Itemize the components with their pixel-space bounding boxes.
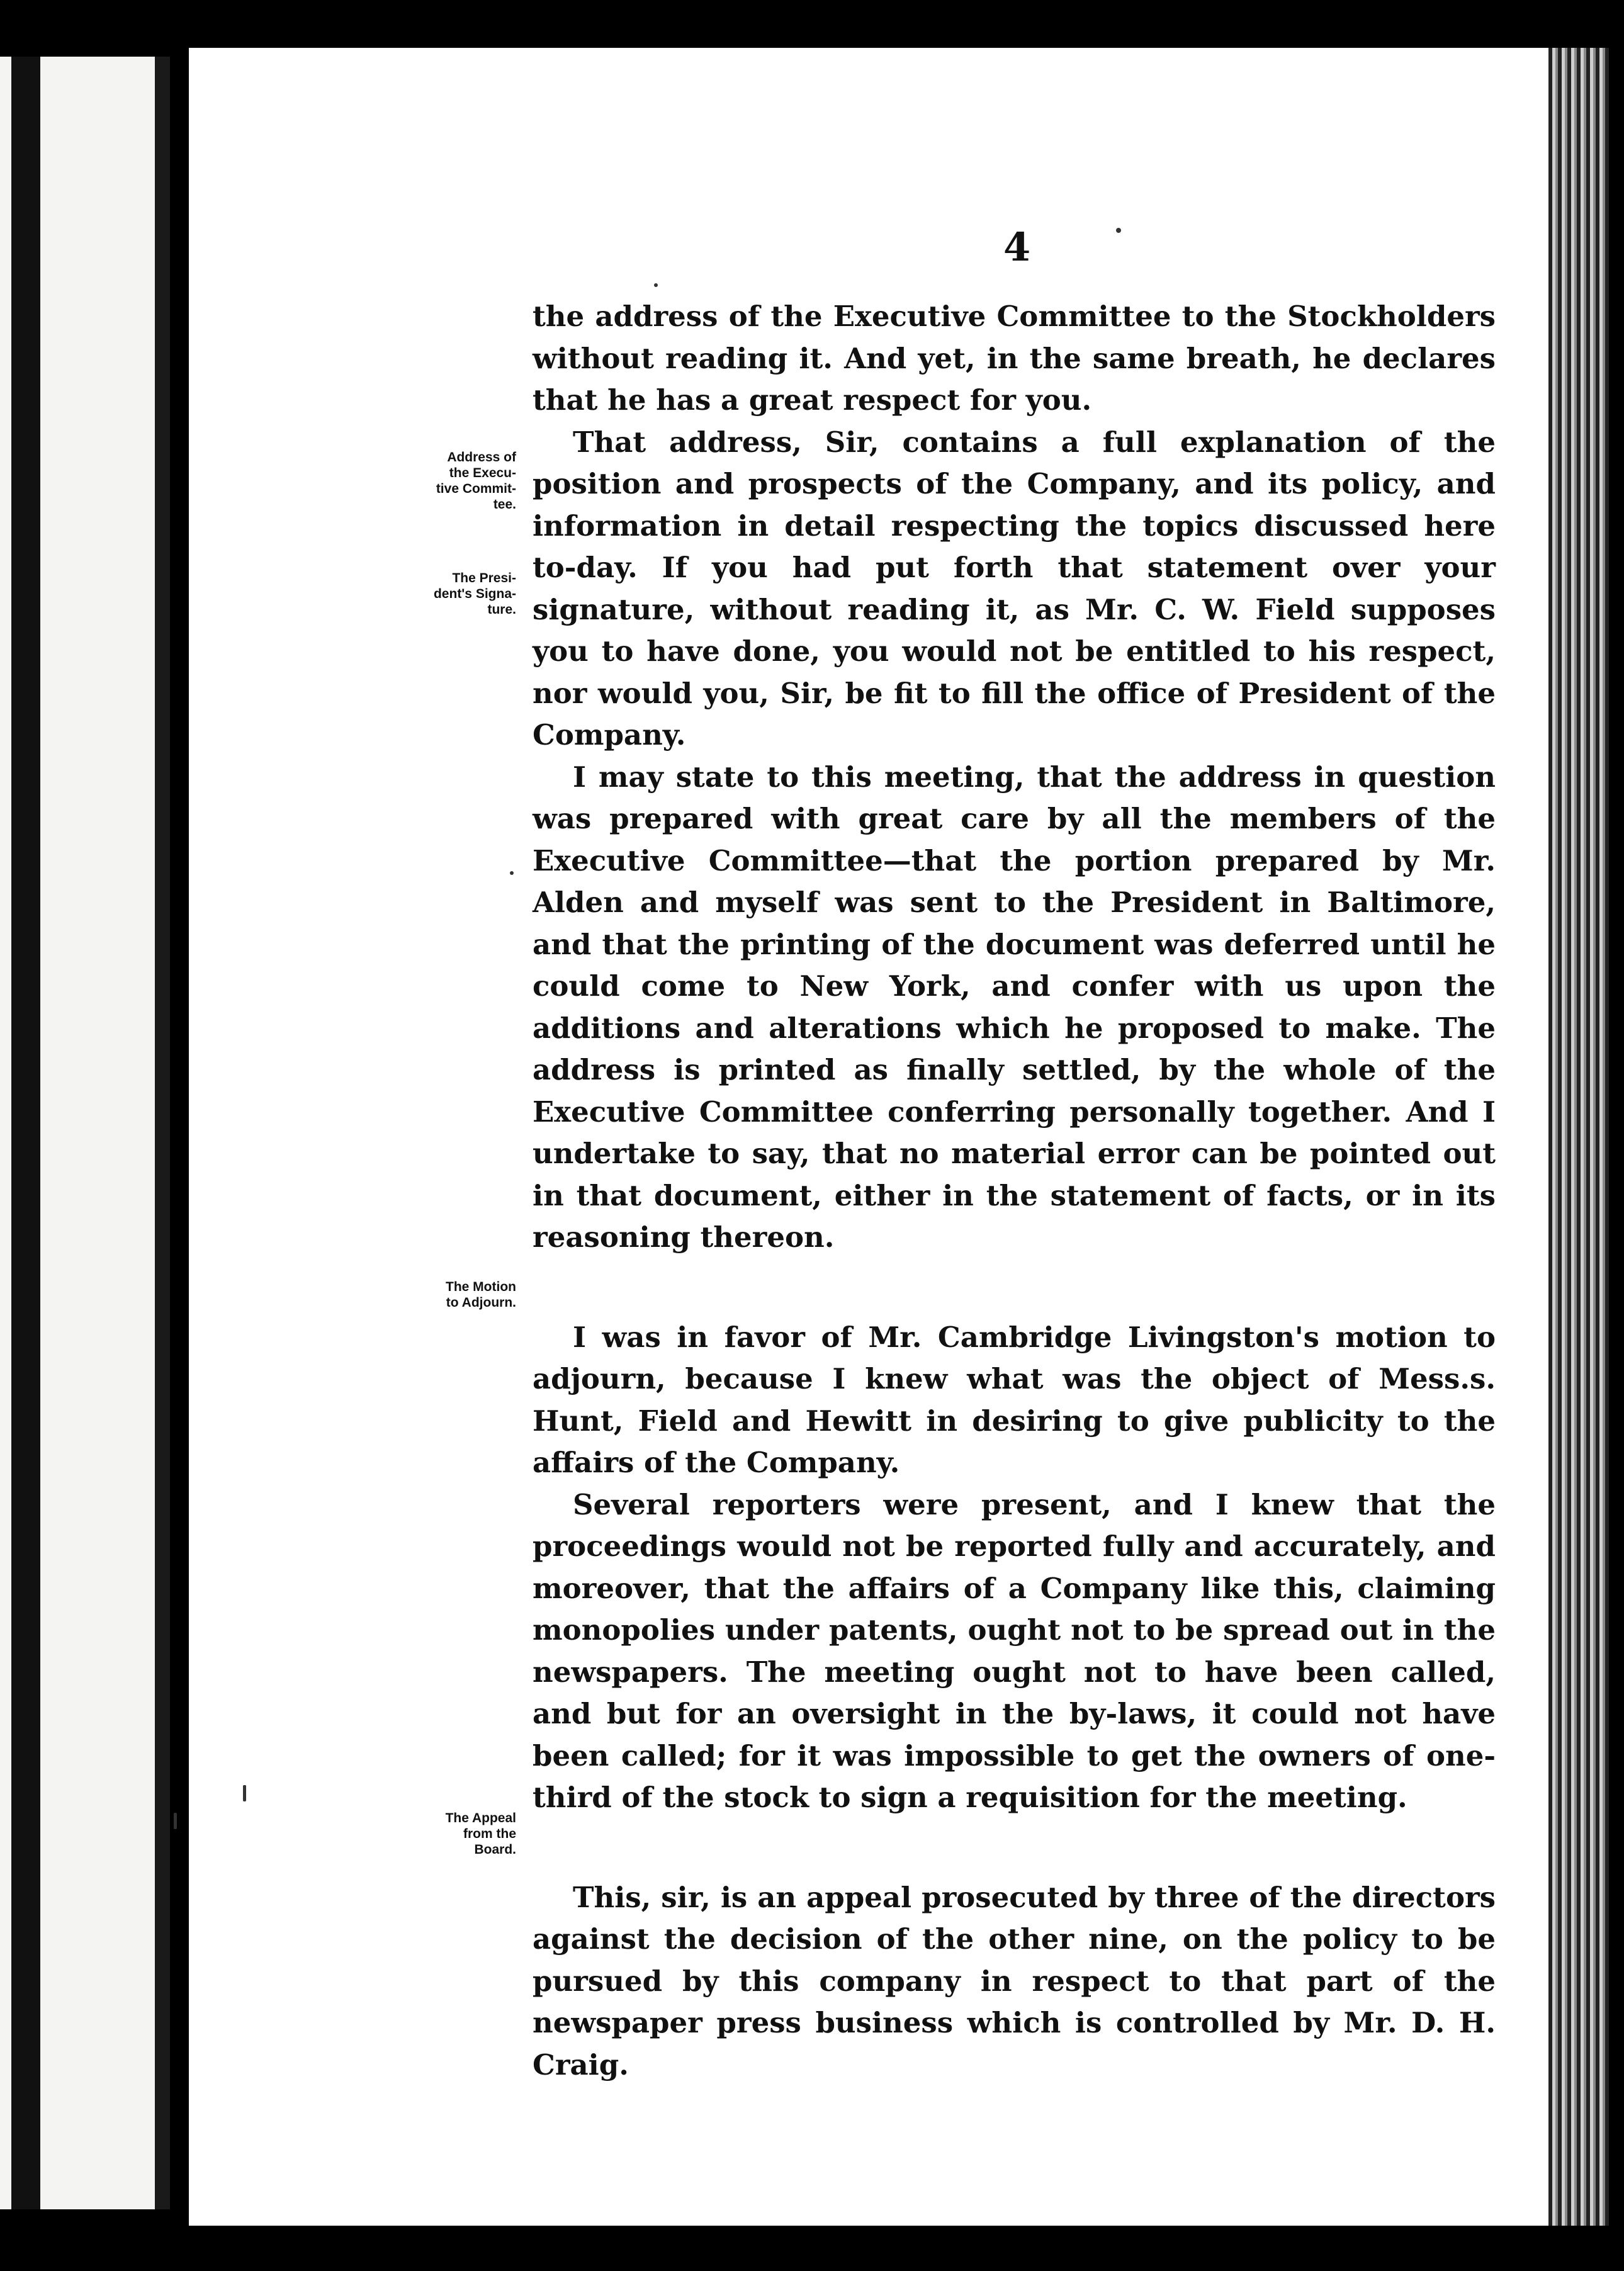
- scan-speck: [1116, 228, 1121, 233]
- paragraph: I may state to this meeting, that the address in question was prepared with great care by all the members of the Executive Committee—that the portion prepared by Mr. Alden and myself was sent to the President in Baltimore, and that the printing of the document was deferred until he could come to New York, and confer with us upon the additions and alterations which he proposed to make. The address is printed as finally settled, by the whole of the Executive Committee conferring personally together. And I undertake to say, that no material error can be pointed out in that document, either in the statement of facts, or in its reasoning thereon.: [533, 760, 1496, 1254]
- scan-speck: [510, 871, 514, 875]
- section-gap: [533, 1259, 1496, 1317]
- body-text: [533, 296, 1496, 2086]
- margin-note-motion-to-adjourn: The Motion to Adjourn.: [446, 1280, 516, 1310]
- scan-speck: [243, 1785, 246, 1801]
- scan-speck: [654, 283, 658, 287]
- spine-shadow: [11, 57, 40, 2209]
- margin-note-appeal-from-board: The Appeal from the Board.: [445, 1811, 516, 1857]
- scan-speck: [174, 1813, 177, 1829]
- paragraph: I was in favor of Mr. Cambridge Livingston's motion to adjourn, because I knew what was the object of Mess.s. Hunt, Field and Hewitt in desiring to give publicity to the affairs of the Company.: [533, 1320, 1496, 1479]
- margin-note-presidents-signature: The Presi- dent's Signa- ture.: [433, 571, 516, 617]
- page-gutter: [155, 57, 170, 2209]
- section-gap: [533, 1819, 1496, 1877]
- paragraph: the address of the Executive Committee to the Stockholders without reading it. And yet, in the same breath, he declares that he has a great respect for you.: [533, 300, 1496, 417]
- page-number: 4: [1003, 224, 1031, 270]
- paragraph: That address, Sir, contains a full explanation of the position and prospects of the Company, and its policy, and information in detail respecting the topics discussed here to-day. If you had put forth that statement over your signature, without reading it, as Mr. C. W. Field supposes you to have done, you would not be entitled to his respect, nor would you, Sir, be fit to fill the office of President of the Company.: [533, 425, 1496, 752]
- paragraph: This, sir, is an appeal prosecuted by three of the directors against the decision of the other nine, on the policy to be pursued by this company in respect to that part of the newspaper press business which is controlled by Mr. D. H. Craig.: [533, 1880, 1496, 2082]
- paragraph: Several reporters were present, and I knew that the proceedings would not be reported fully and accurately, and moreover, that the affairs of a Company like this, claiming monopolies under patents, ought not to be spread out in the newspapers. The meeting ought not to have been called, and but for an oversight in the by-laws, it could not have been called; for it was impossible to get the owners of one-third of the stock to sign a requisition for the meeting.: [533, 1487, 1496, 1814]
- adjacent-page-strip: [0, 57, 170, 2209]
- margin-note-executive-committee: Address of the Execu- tive Commit- tee.: [436, 450, 516, 512]
- page-stack-edge: [1548, 48, 1609, 2226]
